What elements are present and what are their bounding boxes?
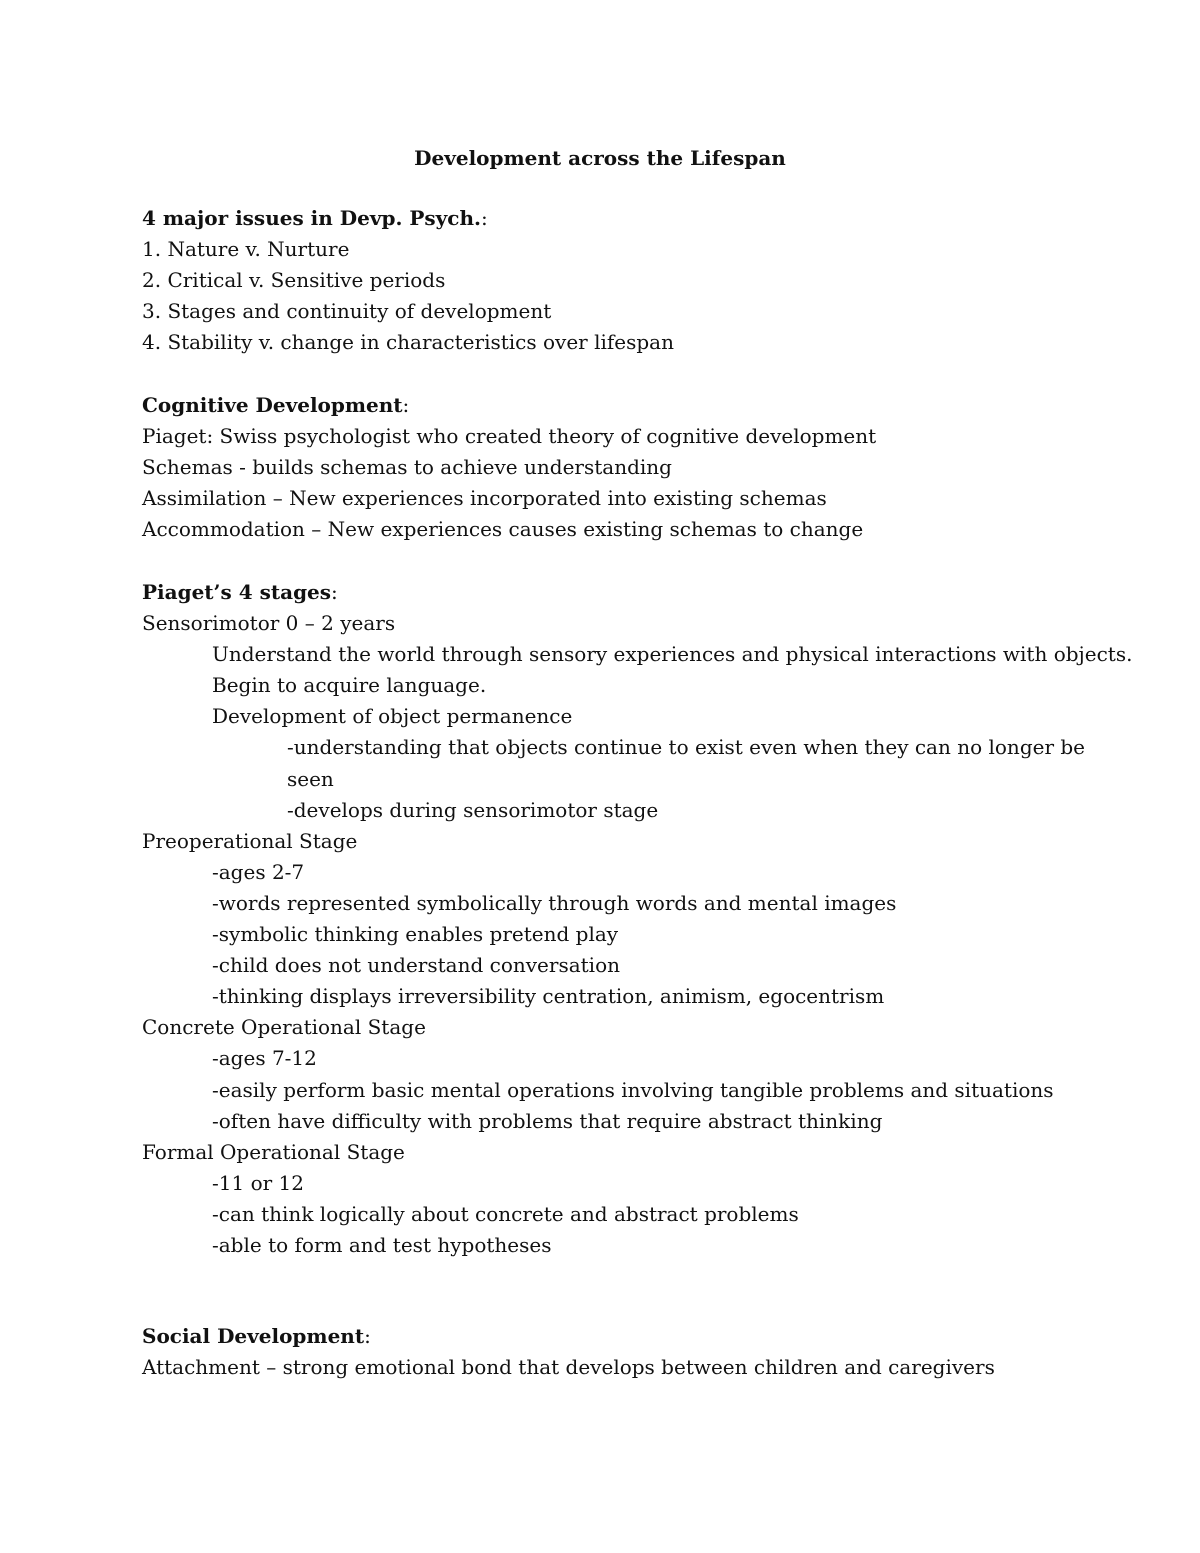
stages-section bbox=[142, 577, 1142, 1261]
stage-point: -symbolic thinking enables pretend play bbox=[212, 922, 619, 947]
stage-subpoint: -understanding that objects continue to exist even when they can no longer be bbox=[287, 735, 1086, 760]
stage-name-concrete: Concrete Operational Stage bbox=[142, 1015, 426, 1040]
stage-point: -ages 7-12 bbox=[212, 1046, 317, 1071]
stage-point: -ages 2-7 bbox=[212, 859, 305, 884]
issues-heading-colon: : bbox=[480, 206, 488, 230]
stage-point: -child does not understand conversation bbox=[212, 953, 620, 978]
issues-item: 4. Stability v. change in characteristics over lifespan bbox=[142, 330, 674, 355]
cognitive-heading-colon: : bbox=[402, 393, 410, 417]
stage-point: -11 or 12 bbox=[212, 1170, 304, 1195]
issues-heading: 4 major issues in Devp. Psych. bbox=[142, 206, 481, 230]
stages-heading-line bbox=[142, 577, 1142, 608]
stage-point: -words represented symbolically through words and mental images bbox=[212, 890, 897, 915]
cognitive-item: Assimilation – New experiences incorporated into existing schemas bbox=[142, 486, 827, 511]
social-heading-line bbox=[142, 1321, 1142, 1352]
stage-point: -able to form and test hypotheses bbox=[212, 1232, 552, 1257]
social-item: Attachment – strong emotional bond that develops between children and caregivers bbox=[142, 1355, 995, 1380]
stage-subpoint: -develops during sensorimotor stage bbox=[287, 797, 659, 822]
issues-item: 1. Nature v. Nurture bbox=[142, 237, 350, 262]
social-heading: Social Development bbox=[142, 1324, 365, 1348]
stage-name-formal: Formal Operational Stage bbox=[142, 1139, 405, 1164]
issues-item: 3. Stages and continuity of development bbox=[142, 299, 552, 324]
stage-point: -can think logically about concrete and abstract problems bbox=[212, 1201, 799, 1226]
stage-subpoint: seen bbox=[287, 766, 334, 791]
stage-point: Development of object permanence bbox=[212, 704, 573, 729]
stage-name-preoperational: Preoperational Stage bbox=[142, 828, 358, 853]
stage-name-sensorimotor: Sensorimotor 0 – 2 years bbox=[142, 611, 396, 636]
stage-point: Begin to acquire language. bbox=[212, 673, 487, 698]
cognitive-heading-line bbox=[142, 390, 1142, 421]
stage-point: -easily perform basic mental operations involving tangible problems and situations bbox=[212, 1077, 1054, 1102]
cognitive-heading: Cognitive Development bbox=[142, 393, 403, 417]
cognitive-item: Accommodation – New experiences causes existing schemas to change bbox=[142, 517, 864, 542]
stage-point: Understand the world through sensory experiences and physical interactions with objects. bbox=[212, 642, 1133, 667]
social-heading-colon: : bbox=[364, 1324, 371, 1348]
issues-heading-line bbox=[142, 203, 1142, 234]
stage-point: -thinking displays irreversibility centration, animism, egocentrism bbox=[212, 984, 885, 1009]
issues-item: 2. Critical v. Sensitive periods bbox=[142, 268, 446, 293]
stages-heading: Piaget’s 4 stages bbox=[142, 580, 332, 604]
cognitive-item: Piaget: Swiss psychologist who created theory of cognitive development bbox=[142, 424, 877, 449]
issues-section bbox=[142, 203, 1142, 358]
stages-heading-colon: : bbox=[331, 580, 338, 604]
social-section bbox=[142, 1321, 1142, 1383]
cognitive-item: Schemas - builds schemas to achieve understanding bbox=[142, 455, 672, 480]
stage-point: -often have difficulty with problems that require abstract thinking bbox=[212, 1108, 883, 1133]
document-title: Development across the Lifespan bbox=[414, 146, 786, 170]
cognitive-section bbox=[142, 390, 1142, 545]
